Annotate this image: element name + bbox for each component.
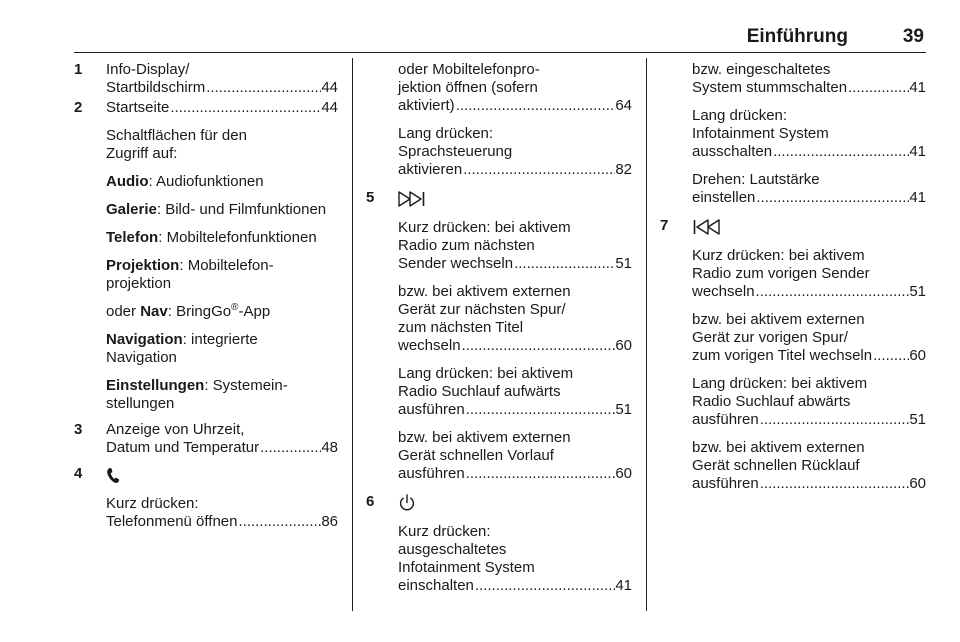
item-paragraph: Drehen: Lautstärke einstellen ..... 41 (692, 171, 926, 207)
feature-audio: Audio: Audiofunktionen (106, 173, 264, 190)
item-paragraph: Kurz drücken: ausgeschaltetes Infotainment System einschalten ..... 41 (398, 523, 632, 595)
toc-line: aktivieren ..... 82 (398, 161, 632, 179)
item-paragraph: oder Mobiltelefonpro- jektion öffnen (sofern aktiviert) ..... 64 (398, 61, 632, 115)
column-divider (646, 58, 647, 611)
item-paragraph: Kurz drücken: bei aktivem Radio zum nächsten Sender wechseln ..... 51 (398, 219, 632, 273)
item-5 (366, 189, 632, 483)
page-ref[interactable]: 44 (321, 79, 338, 96)
feature-galerie: Galerie: Bild- und Filmfunktionen (106, 201, 327, 218)
toc-line: wechseln ..... 60 (398, 337, 632, 355)
item-7 (660, 217, 926, 493)
item-6-continued (660, 61, 926, 207)
page-ref[interactable]: 64 (615, 97, 632, 114)
item-1 (74, 61, 338, 97)
phone-icon (106, 465, 338, 485)
item-paragraph: bzw. bei aktivem externen Gerät zur vorigen Spur/ zum vorigen Titel wechseln ..... 60 (692, 311, 926, 365)
page-header (74, 24, 926, 53)
item-4-continued (366, 61, 632, 179)
feature-einstellungen: Einstellungen: Systemein- stellungen (106, 377, 288, 412)
toc-line: Sender wechseln ..... 51 (398, 255, 632, 273)
page-ref[interactable]: 82 (615, 161, 632, 178)
next-track-icon (398, 189, 632, 209)
toc-line: Telefonmenü öffnen ..... 86 (106, 513, 338, 531)
toc-line: aktiviert) ..... 64 (398, 97, 632, 115)
page-ref[interactable]: 51 (909, 411, 926, 428)
page-ref[interactable]: 41 (615, 577, 632, 594)
item-paragraph: Lang drücken: Infotainment System ausschalten ..... 41 (692, 107, 926, 161)
toc-line: ausführen ..... 51 (398, 401, 632, 419)
page-ref[interactable]: 41 (909, 79, 926, 96)
item-number: 6 (366, 493, 375, 510)
item-paragraph: bzw. bei aktivem externen Gerät schnellen Rücklauf ausführen ..... 60 (692, 439, 926, 493)
page-ref[interactable]: 86 (321, 513, 338, 530)
page-ref[interactable]: 41 (909, 143, 926, 160)
item-line: Info-Display/ (106, 61, 190, 78)
page-ref[interactable]: 60 (615, 465, 632, 482)
item-number: 3 (74, 421, 83, 438)
toc-line: einstellen ..... 41 (692, 189, 926, 207)
item-number: 4 (74, 465, 83, 482)
item-paragraph: bzw. bei aktivem externen Gerät schnellen Vorlauf ausführen ..... 60 (398, 429, 632, 483)
toc-line: einschalten ..... 41 (398, 577, 632, 595)
feature-nav: oder Nav: BringGo®-App (106, 302, 271, 320)
page-ref[interactable]: 51 (615, 255, 632, 272)
item-paragraph: bzw. eingeschaltetes System stummschalten ..... 41 (692, 61, 926, 97)
page-ref[interactable]: 60 (909, 347, 926, 364)
item-number: 7 (660, 217, 669, 234)
toc-line: ausführen ..... 60 (398, 465, 632, 483)
page-ref[interactable]: 51 (909, 283, 926, 300)
toc-line: System stummschalten ..... 41 (692, 79, 926, 97)
page-ref[interactable]: 60 (615, 337, 632, 354)
feature-projektion: Projektion: Mobiltelefon- projektion (106, 257, 274, 292)
feature-navigation: Navigation: integrierte Navigation (106, 331, 258, 366)
page-ref[interactable]: 41 (909, 189, 926, 206)
item-number: 2 (74, 99, 83, 116)
page-ref[interactable]: 51 (615, 401, 632, 418)
item-paragraph: Kurz drücken: bei aktivem Radio zum vorigen Sender wechseln ..... 51 (692, 247, 926, 301)
item-paragraph: Kurz drücken: Telefonmenü öffnen ..... 86 (106, 495, 338, 531)
item-paragraph: Lang drücken: bei aktivem Radio Suchlauf aufwärts ausführen ..... 51 (398, 365, 632, 419)
toc-line: Datum und Temperatur ..... 48 (106, 439, 338, 457)
item-paragraph: Lang drücken: bei aktivem Radio Suchlauf abwärts ausführen ..... 51 (692, 375, 926, 429)
item-number: 1 (74, 61, 83, 78)
page-ref[interactable]: 60 (909, 475, 926, 492)
item-number: 5 (366, 189, 375, 206)
item-paragraph: Lang drücken: Sprachsteuerung aktivieren ..... 82 (398, 125, 632, 179)
item-6 (366, 493, 632, 595)
toc-line: Startseite ..... 44 (106, 99, 338, 117)
previous-track-icon (692, 217, 926, 237)
column-2 (366, 61, 632, 595)
page-ref[interactable]: 48 (321, 439, 338, 456)
column-divider (352, 58, 353, 611)
page-title: Einführung (746, 26, 848, 47)
toc-line: ausführen ..... 60 (692, 475, 926, 493)
item-paragraph: Schaltflächen für den Zugriff auf: (106, 127, 247, 162)
power-icon (398, 493, 632, 513)
toc-line: Startbildschirm ..... 44 (106, 79, 338, 97)
item-2 (74, 99, 338, 413)
page-number: 39 (902, 26, 924, 47)
item-4 (74, 465, 338, 531)
column-1 (74, 61, 338, 531)
toc-line: ausführen ..... 51 (692, 411, 926, 429)
item-paragraph: bzw. bei aktivem externen Gerät zur nächsten Spur/ zum nächsten Titel wechseln ..... 60 (398, 283, 632, 355)
column-3 (660, 61, 926, 493)
toc-line: ausschalten ..... 41 (692, 143, 926, 161)
feature-telefon: Telefon: Mobiltelefonfunktionen (106, 229, 317, 246)
item-3: 3 Anzeige von Uhrzeit, Datum und Temperatur ..... 48 (74, 421, 338, 457)
toc-line: wechseln ..... 51 (692, 283, 926, 301)
page-ref[interactable]: 44 (321, 99, 338, 116)
toc-line: zum vorigen Titel wechseln ..... 60 (692, 347, 926, 365)
